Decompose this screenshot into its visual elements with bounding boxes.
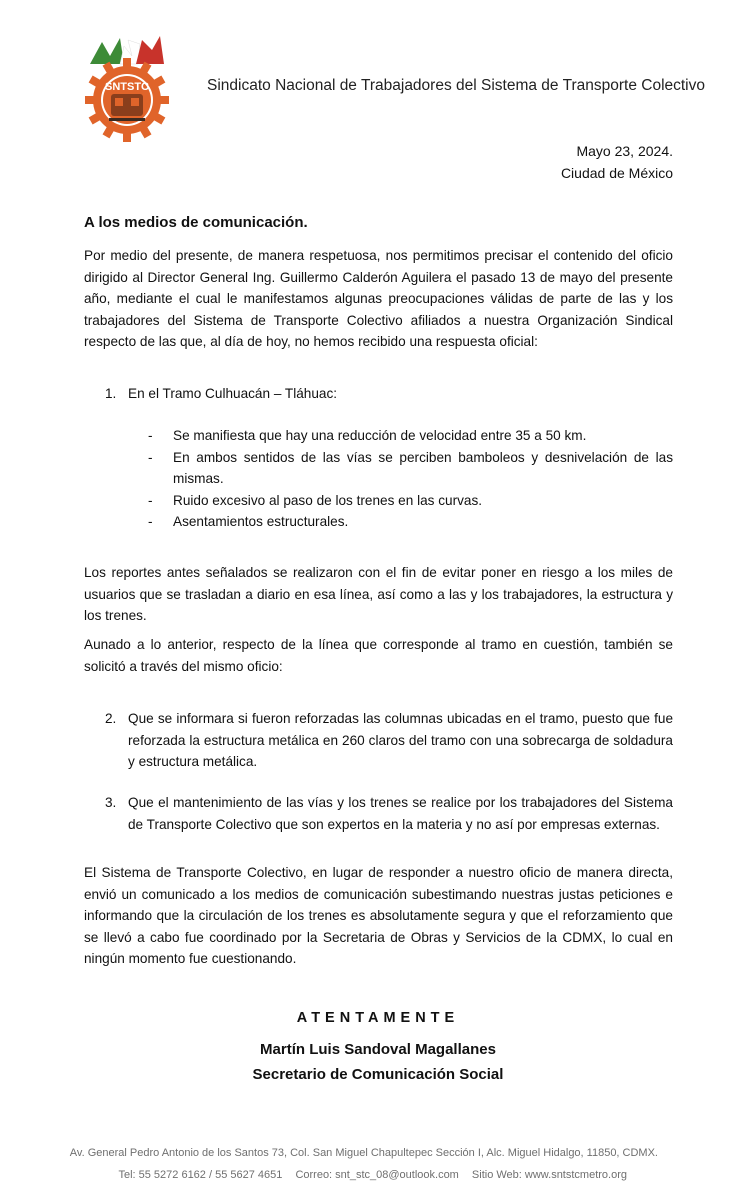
bullet-item: - Ruido excesivo al paso de los trenes en las curvas. <box>148 490 673 512</box>
gear-icon <box>85 58 169 142</box>
bullet-item: - En ambos sentidos de las vías se perciben bamboleos y desnivelación de las mismas. <box>148 447 673 490</box>
item-number: 3. <box>105 795 117 810</box>
letter-heading: A los medios de comunicación. <box>84 214 308 231</box>
footer-address: Av. General Pedro Antonio de los Santos 73, Col. San Miguel Chapultepec Sección I, Alc. Miguel Hidalgo, 11850, CDMX. <box>69 1147 658 1159</box>
signatory-name: Martín Luis Sandoval Magallanes <box>260 1041 496 1058</box>
organization-name: Sindicato Nacional de Trabajadores del Sistema de Transporte Colectivo <box>207 77 705 94</box>
green-flag-shape <box>90 38 124 64</box>
item-number: 1. <box>105 386 117 401</box>
sntstc-logo <box>80 34 175 142</box>
footer-phone: Tel: 55 5272 6162 / 55 5627 4651 <box>118 1169 283 1181</box>
bullet-item: - Asentamientos estructurales. <box>148 511 673 533</box>
item-text: Que el mantenimiento de las vías y los trenes se realice por los trabajadores del Sistema de Transporte Colectivo que son expertos en la materia y no así por empresas externas. <box>128 795 673 832</box>
response-paragraph: El Sistema de Transporte Colectivo, en lugar de responder a nuestro oficio de manera directa, envió un comunicado a los medios de comunicación subestimando nuestras justas peticiones e informando que la circulación de los trenes es absolutamente segura y que el reforzamiento que se llevó a cabo fue coordinado por la Secretaria de Obras y Servicios de la CDMX, lo cual en ningún momento fue cuestionando. <box>84 865 673 966</box>
item-text: Que se informara si fueron reforzadas las columnas ubicadas en el tramo, puesto que fue reforzada la estructura metálica en 260 claros del tramo con una sobrecarga de soldadura y estructura metálica. <box>128 711 673 769</box>
footer-contact <box>118 1169 627 1181</box>
logo-text: SNTSTC <box>105 81 149 93</box>
closing-salutation: ATENTAMENTE <box>296 1010 460 1026</box>
bullet-item: - Se manifiesta que hay una reducción de velocidad entre 35 a 50 km. <box>148 425 673 447</box>
dash-marker: - <box>148 514 153 529</box>
footer-email[interactable]: Correo: snt_stc_08@outlook.com <box>295 1169 459 1181</box>
item-text: En el Tramo Culhuacán – Tláhuac: <box>128 386 338 401</box>
letter-city: Ciudad de México <box>560 165 673 181</box>
dash-marker: - <box>148 428 153 443</box>
red-flag-shape <box>136 36 164 64</box>
letter-date: Mayo 23, 2024. <box>576 143 673 159</box>
date-block <box>561 140 673 184</box>
intro-paragraph: Por medio del presente, de manera respetuosa, nos permitimos precisar el contenido del oficio dirigido al Director General Ing. Guillermo Calderón Aguilera el pasado 13 de mayo del presente año, mediante el cual le manifestamos algunas preocupaciones válidas de parte de las y los trabajadores del Sistema de Transporte Colectivo afiliados a nuestra Organización Sindical respecto de las que, al día de hoy, no hemos recibido una respuesta oficial: <box>84 248 673 349</box>
also-paragraph: Aunado a lo anterior, respecto de la línea que corresponde al tramo en cuestión, también se solicitó a través del mismo oficio: <box>84 637 673 674</box>
reports-paragraph: Los reportes antes señalados se realizaron con el fin de evitar poner en riesgo a los miles de usuarios que se trasladan a diario en esa línea, así como a las y los trabajadores, la estructura y los trenes. <box>84 565 673 623</box>
dash-marker: - <box>148 492 153 508</box>
bullet-list <box>148 425 673 533</box>
dash-marker: - <box>148 449 153 465</box>
footer-website[interactable]: Sitio Web: www.sntstcmetro.org <box>471 1169 627 1181</box>
signatory-title: Secretario de Comunicación Social <box>252 1066 504 1083</box>
item-number: 2. <box>105 711 117 726</box>
